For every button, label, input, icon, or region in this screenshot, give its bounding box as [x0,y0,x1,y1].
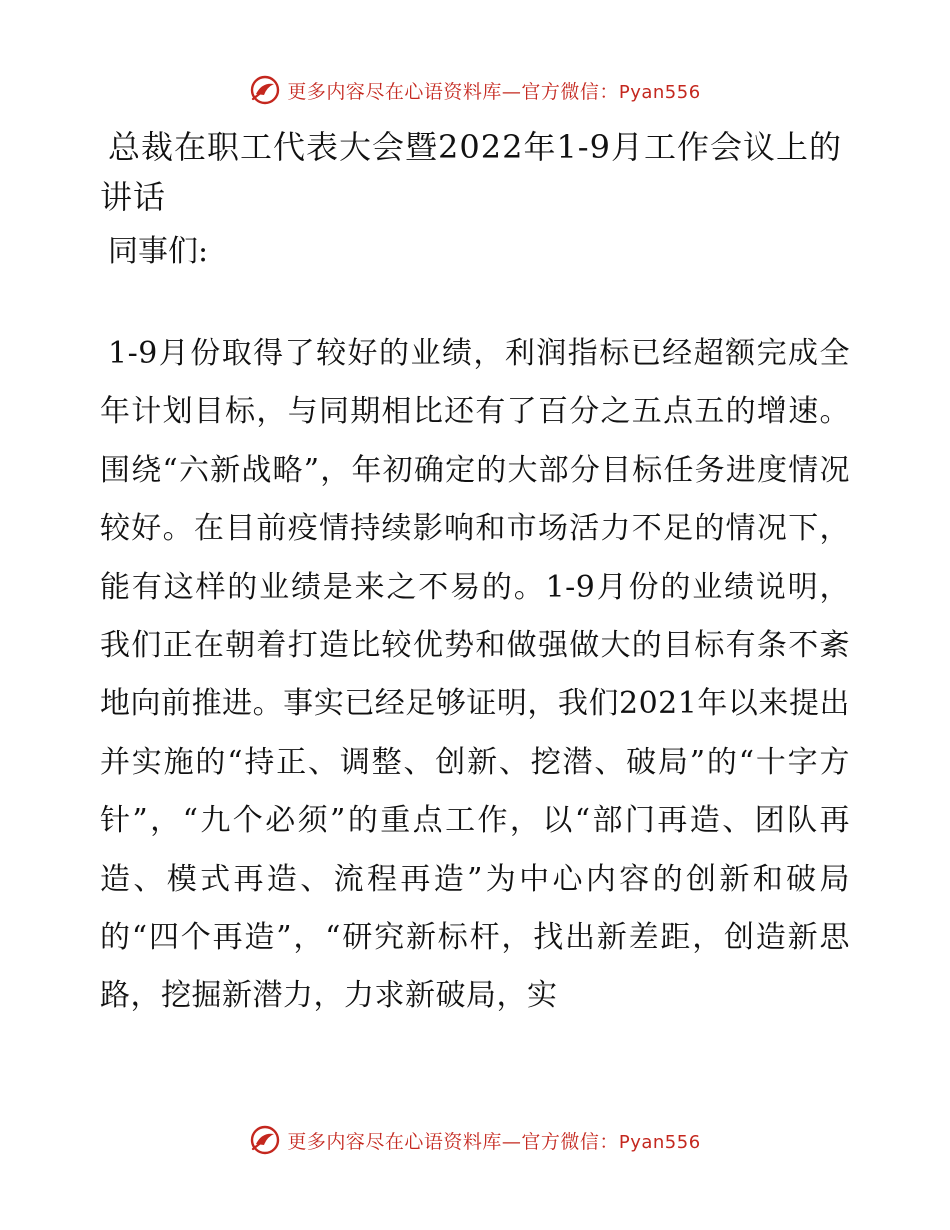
logo-icon [249,74,281,106]
salutation: 同事们: [108,234,209,269]
body-paragraph: 1-9月份取得了较好的业绩，利润指标已经超额完成全年计划目标，与同期相比还有了百分之五点五的增速。围绕“六新战略”，年初确定的大部分目标任务进度情况较好。在目前疫情持续影响和市场活力不足的情况下，能有这样的业绩是来之不易的。1-9月份的业绩说明，我们正在朝着打造比较优势和做强做大的目标有条不紊地向前推进。事实已经足够证明，我们2021年以来提出并实施的“持正、调整、创新、挖潜、破局”的“十字方针”，“九个必须”的重点工作，以“部门再造、团队再造、模式再造、流程再造”为中心内容的创新和破局的“四个再造”，“研究新标杆，找出新差距，创造新思路，挖掘新潜力，力求新破局，实 [100,336,850,1014]
logo-icon [249,1124,281,1156]
header-banner [0,70,950,110]
banner-text: 更多内容尽在心语资料库—官方微信：Pyan556 [287,1130,701,1153]
footer-banner [0,1120,950,1160]
document-title: 总裁在职工代表大会暨2022年1-9月工作会议上的讲话 [100,128,842,216]
banner-text: 更多内容尽在心语资料库—官方微信：Pyan556 [287,80,701,103]
